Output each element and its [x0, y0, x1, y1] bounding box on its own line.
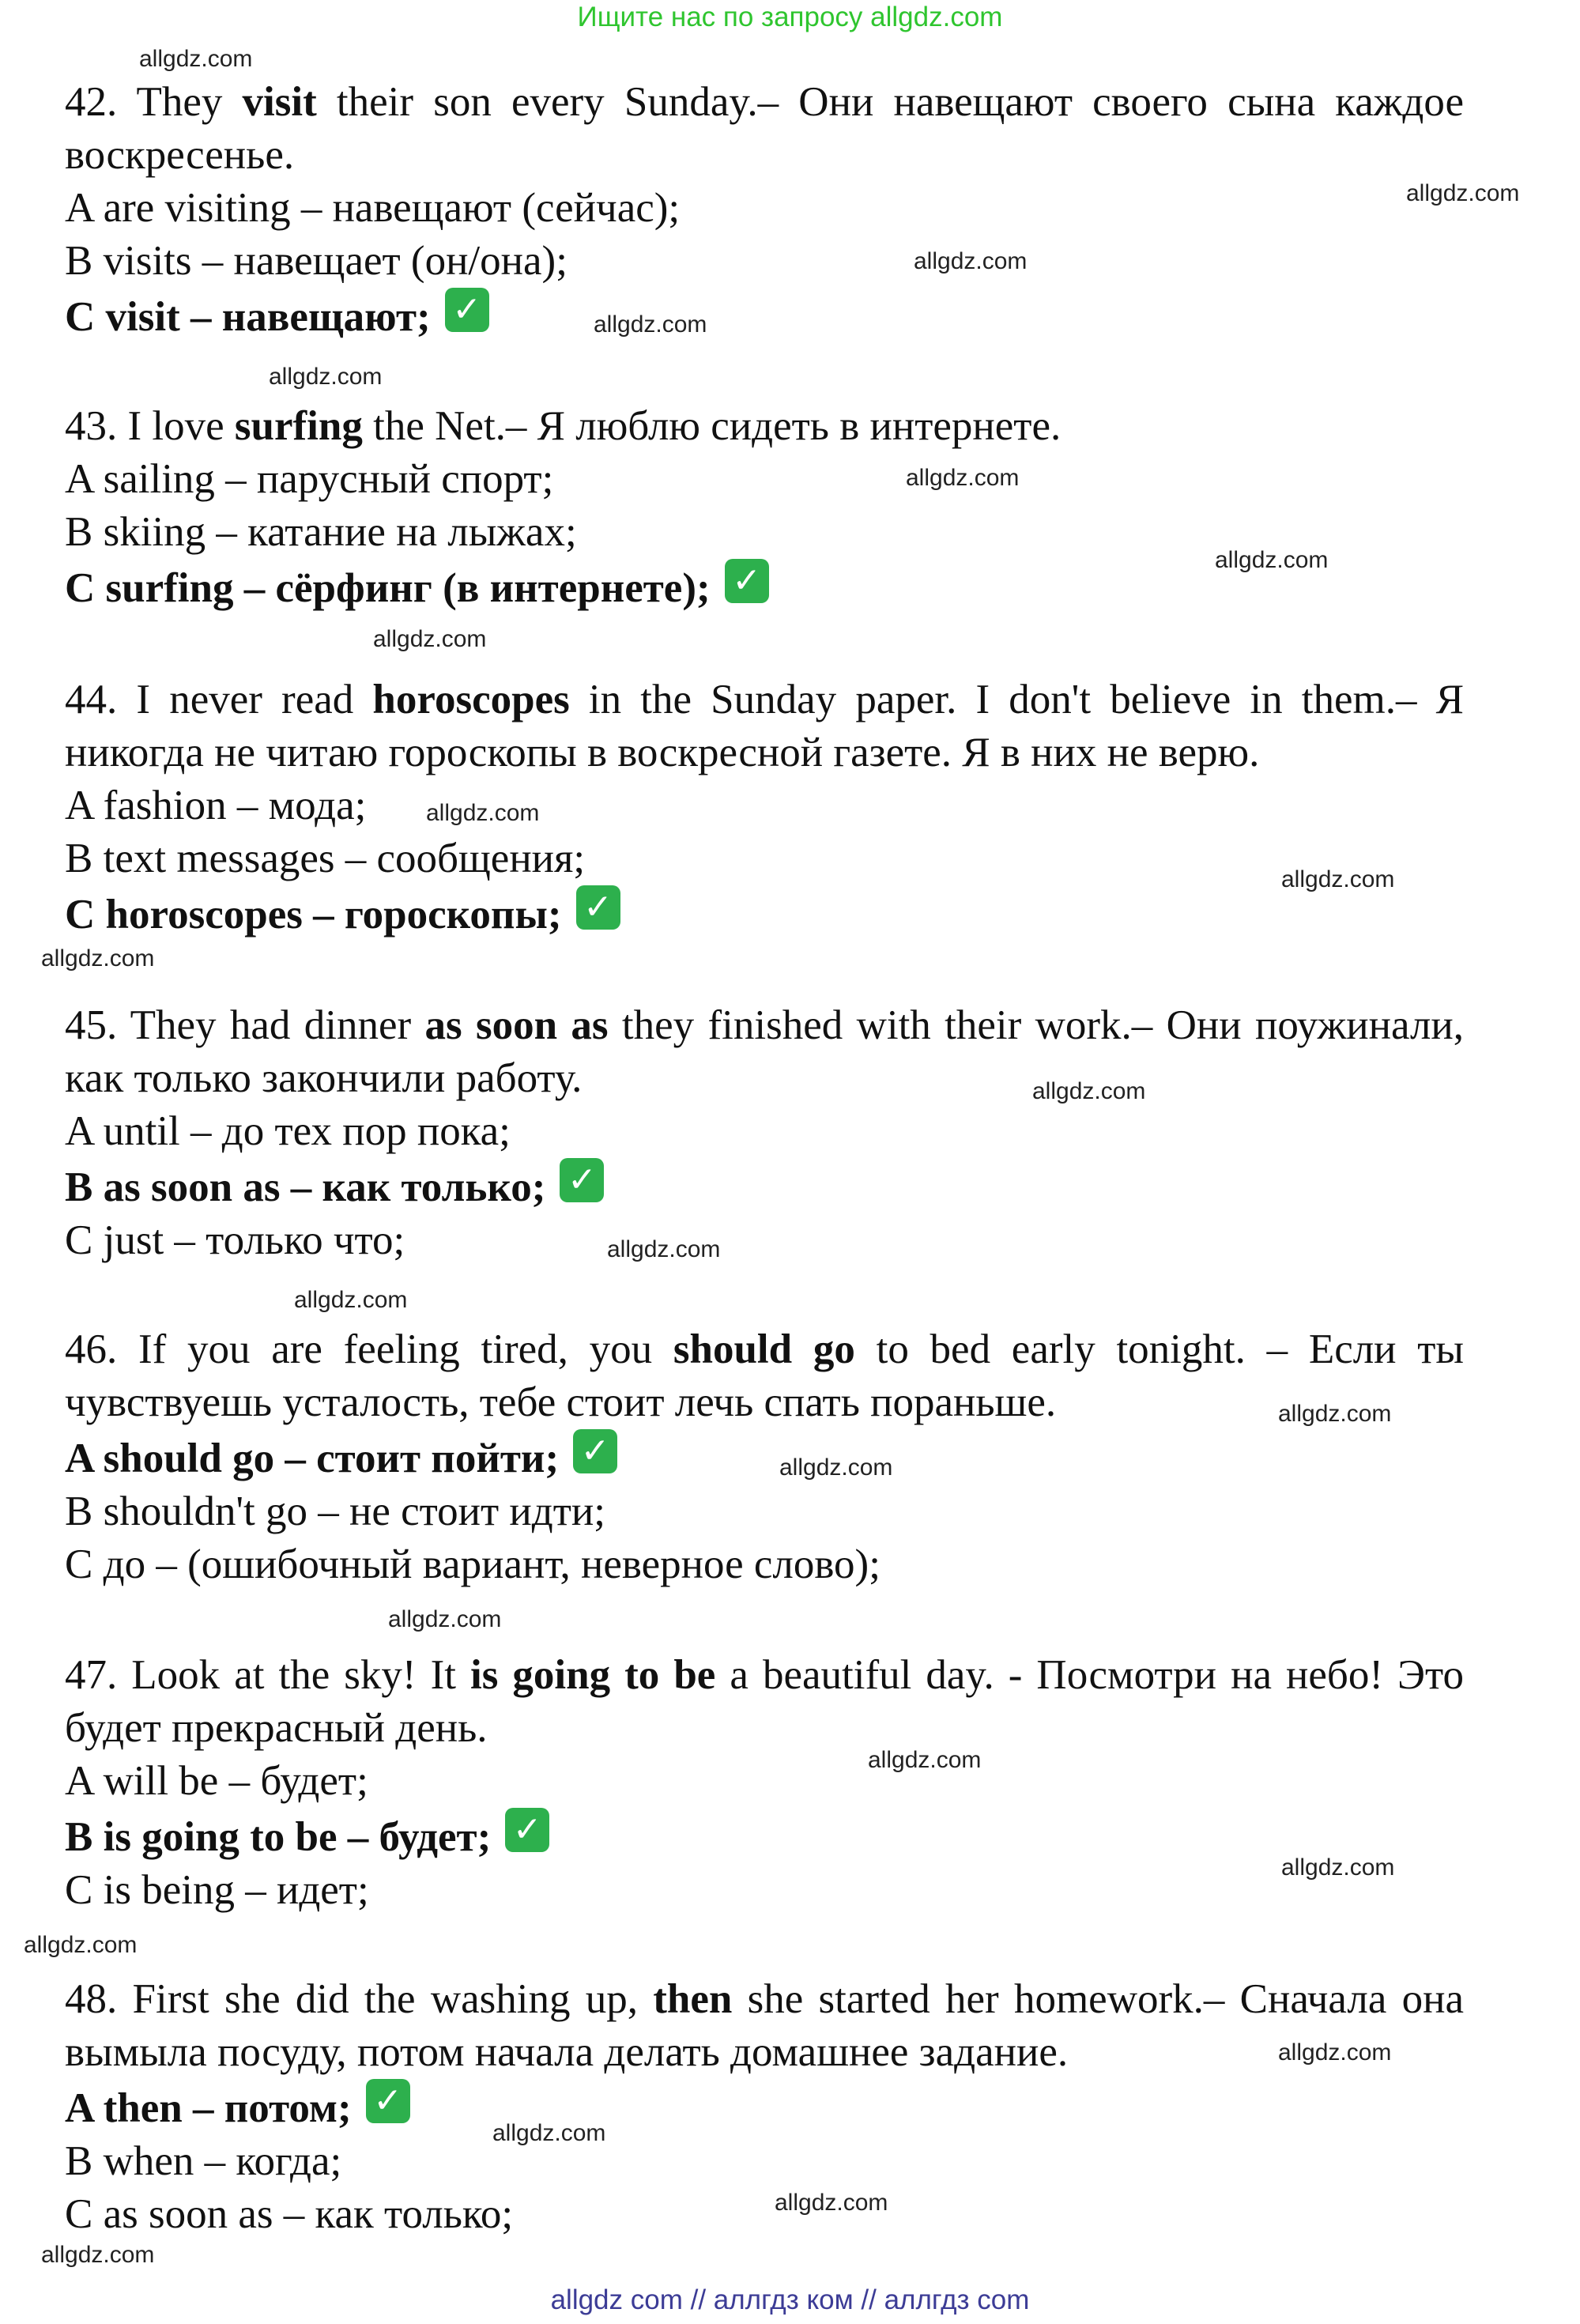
watermark: allgdz.com [594, 311, 707, 338]
question-45 [65, 999, 1464, 1267]
option-label: A then – потом; [65, 2085, 352, 2131]
watermark: allgdz.com [388, 1606, 502, 1632]
question-number: 46. [65, 1326, 118, 1372]
footer-links[interactable]: allgdz com // аллгдз ком // аллгдз com [550, 2284, 1030, 2315]
question-keyword: horoscopes [372, 677, 570, 722]
check-mark-icon: ✓ [576, 885, 620, 930]
question-keyword: as soon as [424, 1002, 609, 1048]
question-text [65, 1649, 1464, 1755]
watermark: allgdz.com [41, 2242, 155, 2268]
watermark: allgdz.com [906, 465, 1020, 491]
question-translation: in the Sunday paper. I don't believe in them.– Я никогда не читаю гороскопы в воскресной газете. Я в них не верю. [65, 677, 1464, 775]
watermark: allgdz.com [492, 2120, 606, 2146]
option-a: A will be – будет; [65, 1758, 368, 1804]
question-pre: Look at the sky! It [131, 1652, 471, 1698]
option-c: C just – только что; [65, 1217, 405, 1263]
option-b: B text messages – сообщения; [65, 836, 586, 881]
question-pre: I love [127, 403, 235, 449]
option-c: C as soon as – как только; [65, 2191, 514, 2237]
option-c-correct [65, 559, 1464, 615]
watermark: allgdz.com [1032, 1078, 1146, 1104]
question-translation: the Net.– Я люблю сидеть в интернете. [362, 403, 1062, 449]
question-keyword: is going to be [470, 1652, 716, 1698]
watermark: allgdz.com [373, 626, 487, 652]
question-text [65, 400, 1464, 453]
watermark: allgdz.com [1278, 2039, 1392, 2066]
watermark: allgdz.com [868, 1747, 982, 1773]
question-pre: They [136, 79, 243, 125]
option-a: A sailing – парусный спорт; [65, 456, 554, 502]
watermark: allgdz.com [607, 1236, 721, 1262]
question-number: 45. [65, 1002, 118, 1048]
option-c: C до – (ошибочный вариант, неверное слово); [65, 1541, 881, 1587]
option-b-correct [65, 1808, 1464, 1864]
question-keyword: then [653, 1976, 733, 2022]
option-label: A should go – стоит пойти; [65, 1436, 560, 1481]
question-keyword: surfing [234, 403, 363, 449]
question-text [65, 673, 1464, 779]
watermark: allgdz.com [779, 1454, 893, 1481]
option-b: B skiing – катание на лыжах; [65, 509, 577, 555]
question-number: 43. [65, 403, 118, 449]
check-mark-icon: ✓ [366, 2079, 410, 2123]
question-44 [65, 673, 1464, 941]
check-mark-icon: ✓ [725, 559, 769, 603]
question-number: 42. [65, 79, 118, 125]
option-a-correct [65, 1429, 1464, 1485]
question-47 [65, 1649, 1464, 1917]
question-pre: They had dinner [130, 1002, 425, 1048]
question-text [65, 1323, 1464, 1429]
option-b: B when – когда; [65, 2138, 342, 2184]
option-b-correct [65, 1158, 1464, 1214]
question-pre: If you are feeling tired, you [138, 1326, 673, 1372]
watermark: allgdz.com [426, 800, 540, 826]
question-number: 44. [65, 677, 118, 722]
question-text [65, 1973, 1464, 2079]
option-label: B as soon as – как только; [65, 1164, 546, 1210]
option-b: B visits – навещает (он/она); [65, 238, 568, 284]
option-c: C is being – идет; [65, 1867, 369, 1913]
watermark: allgdz.com [1215, 547, 1329, 573]
question-48 [65, 1973, 1464, 2241]
question-keyword: visit [242, 79, 317, 125]
watermark: allgdz.com [914, 248, 1028, 274]
watermark: allgdz.com [1281, 866, 1395, 892]
watermark: allgdz.com [41, 945, 155, 971]
question-pre: First she did the washing up, [132, 1976, 654, 2022]
check-mark-icon: ✓ [560, 1158, 604, 1202]
option-a-correct [65, 2079, 1464, 2135]
question-translation: their son every Sunday.– Они навещают своего сына каждое воскресенье. [65, 79, 1464, 178]
option-a: A fashion – мода; [65, 783, 367, 828]
watermark: allgdz.com [294, 1287, 408, 1313]
check-mark-icon: ✓ [445, 288, 489, 332]
option-label: C surfing – сёрфинг (в интернете); [65, 565, 711, 611]
question-translation: a beautiful day. - Посмотри на небо! Это будет прекрасный день. [65, 1652, 1465, 1751]
watermark: allgdz.com [24, 1932, 138, 1958]
question-keyword: should go [673, 1326, 855, 1372]
check-mark-icon: ✓ [505, 1808, 549, 1852]
question-pre: I never read [136, 677, 373, 722]
option-c-correct [65, 288, 1464, 344]
option-label: B is going to be – будет; [65, 1814, 492, 1860]
option-a: A are visiting – навещают (сейчас); [65, 185, 681, 231]
question-translation: she started her homework.– Сначала она вымыла посуду, потом начала делать домашнее задание. [65, 1976, 1464, 2075]
question-46 [65, 1323, 1464, 1591]
watermark: allgdz.com [1278, 1401, 1392, 1427]
option-a: A until – до тех пор пока; [65, 1108, 511, 1154]
question-number: 48. [65, 1976, 118, 2022]
watermark: allgdz.com [1281, 1854, 1395, 1881]
question-42 [65, 76, 1464, 344]
option-label: C visit – навещают; [65, 294, 431, 340]
option-b: B shouldn't go – не стоит идти; [65, 1488, 605, 1534]
question-translation: to bed early tonight. – Если ты чувствуешь усталость, тебе стоит лечь спать пораньше. [65, 1326, 1465, 1425]
top-banner: Ищите нас по запросу allgdz.com [577, 2, 1003, 32]
question-translation: they finished with their work.– Они поужинали, как только закончили работу. [65, 1002, 1465, 1101]
question-text [65, 999, 1464, 1105]
watermark: allgdz.com [139, 46, 253, 72]
watermark: allgdz.com [1406, 180, 1520, 206]
check-mark-icon: ✓ [573, 1429, 617, 1473]
question-number: 47. [65, 1652, 118, 1698]
watermark: allgdz.com [269, 364, 383, 390]
option-label: C horoscopes – гороскопы; [65, 892, 562, 938]
option-c-correct [65, 885, 1464, 941]
watermark: allgdz.com [775, 2190, 888, 2216]
question-text [65, 76, 1464, 182]
question-43 [65, 400, 1464, 615]
